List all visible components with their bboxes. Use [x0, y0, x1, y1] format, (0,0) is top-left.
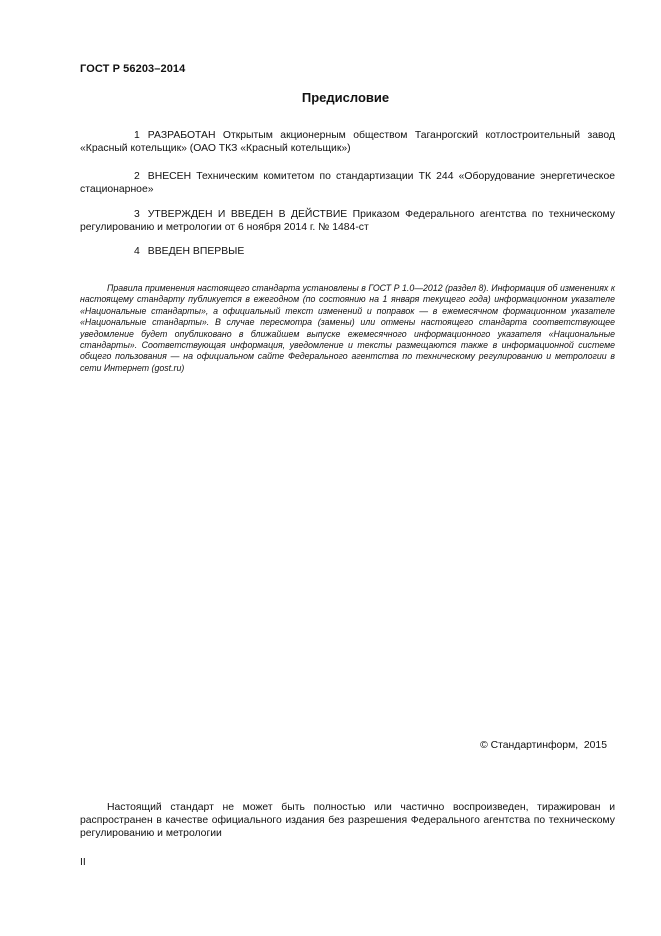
- document-code: ГОСТ Р 56203–2014: [80, 63, 186, 75]
- foreword-item-number: 4: [134, 246, 140, 257]
- foreword-item-text: ВНЕСЕН Техническим комитетом по стандартизации ТК 244 «Оборудование энергетическое стационарное»: [80, 171, 615, 195]
- application-rules-note: Правила применения настоящего стандарта установлены в ГОСТ Р 1.0—2012 (раздел 8). Информация об изменениях к настоящему стандарту публикуется в ежегодном (по состоянию на 1 января текущего года) информационном указателе «Национальные стандарты», а официальный текст изменений и поправок — в ежемесячном формационном указателе «Национальные стандарты». В случае пересмотра (замены) или отмены настоящего стандарта соответствующее уведомление будет опубликовано в ближайшем выпуске ежемесячного информационного указателя «Национальные стандарты». Соответствующая информация, уведомление и тексты размещаются также в информационной системе общего пользования — на официальном сайте Федерального агентства по техническому регулированию и метрологии в сети Интернет (gost.ru): [80, 283, 615, 373]
- page-title: Предисловие: [301, 90, 390, 105]
- foreword-item-2: [80, 170, 615, 196]
- foreword-item-number: 1: [134, 130, 140, 141]
- foreword-item-number: 3: [134, 209, 140, 220]
- foreword-item-number: 2: [134, 171, 140, 182]
- foreword-item-text: УТВЕРЖДЕН И ВВЕДЕН В ДЕЙСТВИЕ Приказом Федерального агентства по техническому регулированию и метрологии от 6 ноября 2014 г. № 1484-ст: [80, 209, 615, 233]
- page-number: II: [80, 857, 86, 868]
- foreword-item-1: [80, 129, 615, 155]
- foreword-item-text: РАЗРАБОТАН Открытым акционерным обществом Таганрогский котлостроительный завод «Красный котельщик» (ОАО ТКЗ «Красный котельщик»): [80, 130, 615, 154]
- copyright-notice: © Стандартинформ, 2015: [480, 740, 607, 751]
- foreword-item-3: [80, 208, 615, 234]
- foreword-item-4: [80, 245, 615, 258]
- foreword-item-text: ВВЕДЕН ВПЕРВЫЕ: [147, 246, 245, 257]
- reproduction-notice: Настоящий стандарт не может быть полностью или частично воспроизведен, тиражирован и распространен в качестве официального издания без разрешения Федерального агентства по техническому регулированию и метрологии: [80, 802, 615, 839]
